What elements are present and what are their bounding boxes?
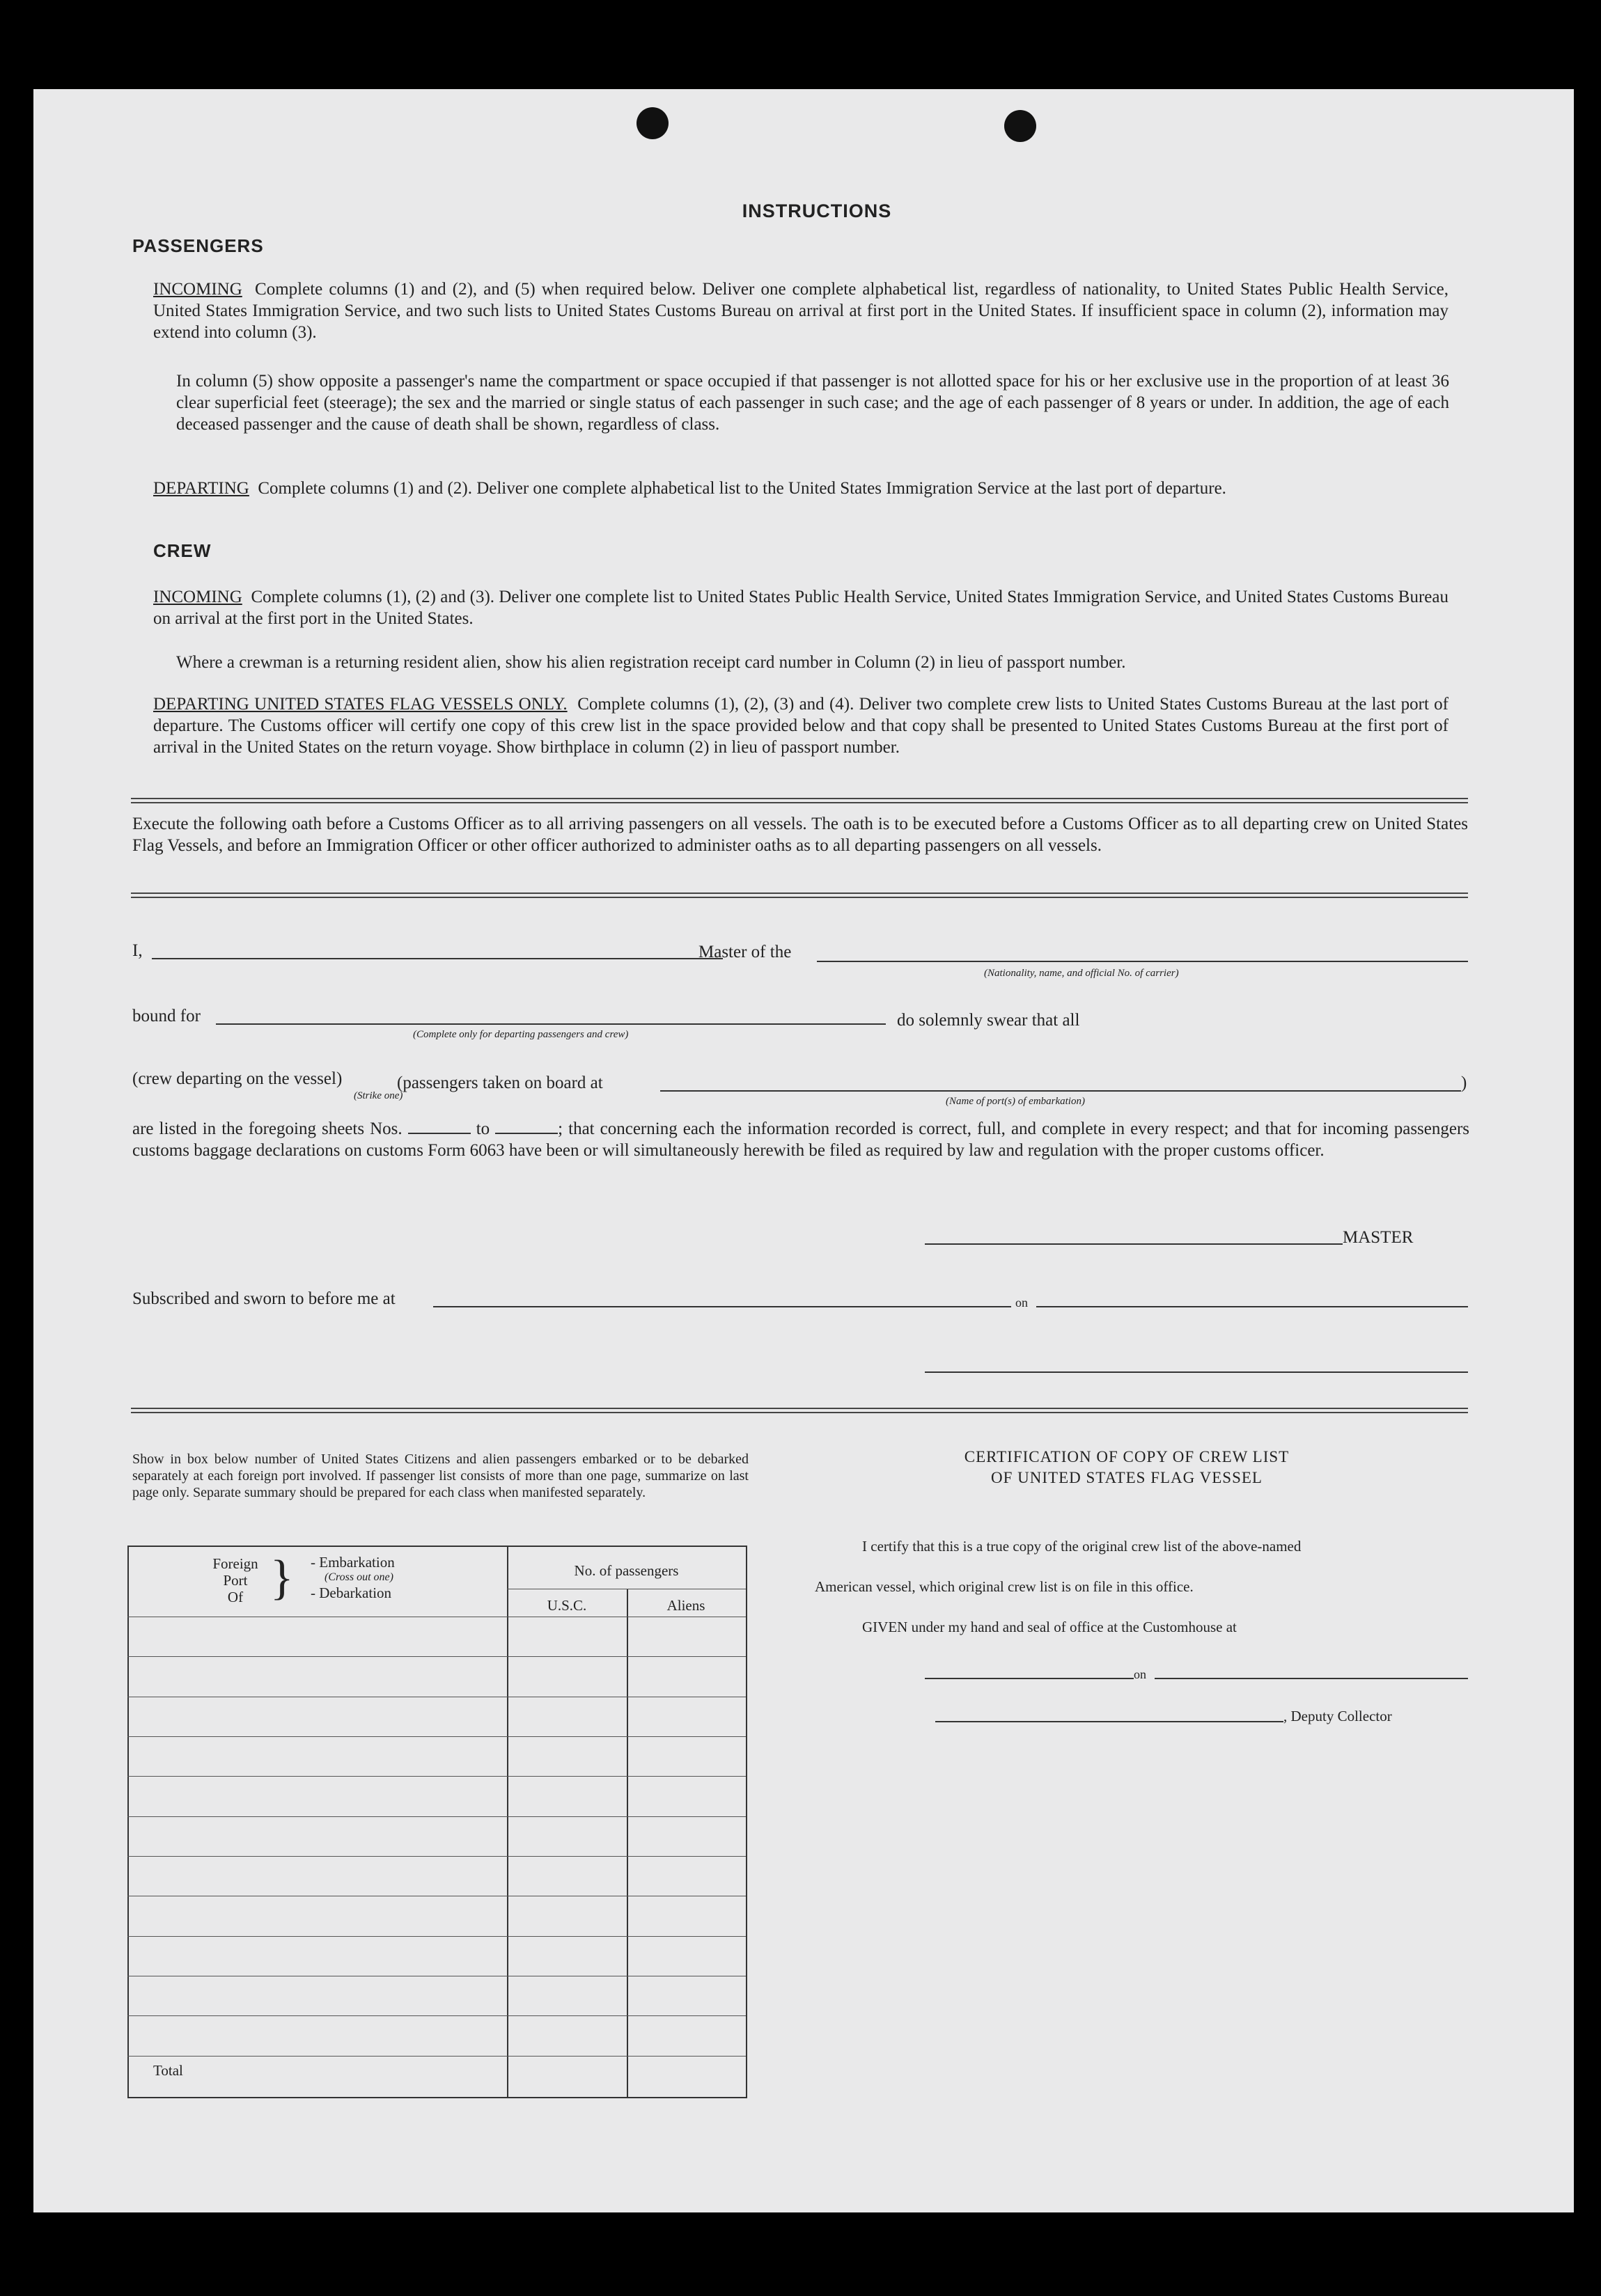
table-row-rule [127,1856,746,1857]
oath-intro: Execute the following oath before a Customs Officer as to all arriving passengers on all vessels. The oath is to be executed before a Customs Officer as to all departing crew on United States Flag Vessels, and before an Immigration Officer or other officer authorized to administer oaths as to all departing passengers on all vessels. [132,815,1468,855]
officer-signature-line[interactable] [925,1371,1468,1373]
bound-for-line[interactable] [216,1023,886,1025]
foreign-label: Foreign [212,1555,258,1572]
master-name-line[interactable] [152,958,723,959]
embarkation-port-line[interactable] [660,1090,1461,1092]
table-col-divider-1 [507,1546,508,2097]
certification-title-line2: OF UNITED STATES FLAG VESSEL [991,1469,1263,1486]
crew-incoming-text: Complete columns (1), (2) and (3). Deliver one complete list to United States Public Health Service, United States Immigration Service, and United States Customs Bureau on arrival at the first port in the United States. [153,588,1448,628]
subscribed-place-line[interactable] [433,1306,1011,1307]
crew-departing-option: (crew departing on the vessel) [132,1069,343,1088]
cross-out-caption: (Cross out one) [325,1571,393,1583]
certification-title [855,1447,1398,1488]
sheet-to-blank[interactable] [495,1133,558,1134]
column5-paragraph: In column (5) show opposite a passenger's name the compartment or space occupied if that passenger is not allotted space for his or her exclusive use in the proportion of at least 36 clear superficial feet (steerage); the sex and the married or single status of each passenger in such case; and the age of each passenger of 8 years or under. In addition, the age of each deceased passenger and the cause of death shall be shown, regardless of class. [176,372,1449,434]
crew-departing-paragraph [153,693,1448,758]
port-label: Port [223,1572,248,1589]
embarkation-option[interactable]: - Embarkation [311,1554,395,1571]
punch-hole-right [1004,110,1036,142]
strike-one-caption: (Strike one) [354,1090,403,1101]
customhouse-line[interactable] [925,1678,1134,1679]
listed-to: to [476,1119,490,1138]
american-line: American vessel, which original crew list is on file in this office. [815,1578,1194,1595]
incoming-label: INCOMING [153,280,242,299]
lower-divider [131,1408,1468,1413]
certify-line: I certify that this is a true copy of the original crew list of the above-named [862,1538,1302,1555]
departing-text: Complete columns (1) and (2). Deliver one complete alphabetical list to the United States Immigration Service at the last port of departure. [258,479,1226,498]
crew-incoming-paragraph [153,586,1448,629]
table-row-rule [127,1736,746,1737]
aliens-header: Aliens [666,1597,705,1614]
deputy-label: , Deputy Collector [1283,1708,1392,1724]
sheets-statement [132,1118,1469,1161]
cert-date-line[interactable] [1155,1678,1468,1679]
complete-only-caption: (Complete only for departing passengers and crew) [413,1029,629,1040]
table-row-rule [127,2015,746,2016]
brace-icon: } [270,1551,294,1605]
departing-label: DEPARTING [153,479,249,498]
form-page [33,89,1574,2212]
crew-heading: CREW [153,540,212,561]
sheet-from-blank[interactable] [408,1133,471,1134]
oath-divider [131,893,1468,898]
usc-header: U.S.C. [547,1597,587,1614]
nationality-caption: (Nationality, name, and official No. of carrier) [984,968,1179,979]
port-caption: (Name of port(s) of embarkation) [946,1096,1085,1107]
deputy-signature-line[interactable] [935,1721,1283,1722]
subscribed-date-line[interactable] [1036,1306,1468,1307]
passengers-departing-paragraph [153,478,1448,499]
subscribed-on-label: on [1015,1296,1028,1310]
table-row-rule [127,1816,746,1817]
embark-options [311,1554,395,1601]
table-row-rule [127,1656,746,1657]
i-label: I, [132,941,143,960]
bound-for-label: bound for [132,1007,201,1025]
crewman-paragraph: Where a crewman is a returning resident alien, show his alien registration receipt card number in Column (2) in lieu of passport number. [176,653,1126,672]
page-title: INSTRUCTIONS [742,200,892,221]
table-row-rule [127,2056,746,2057]
table-row-rule [127,1776,746,1777]
passengers-heading: PASSENGERS [132,235,264,256]
crew-incoming-label: INCOMING [153,588,242,606]
total-label: Total [153,2062,183,2079]
table-col-divider-2 [627,1589,628,2097]
incoming-text: Complete columns (1) and (2), and (5) when required below. Deliver one complete alphabetical list, regardless of nationality, to United States Public Health Service, United States Immigration Service, and two such lists to United States Customs Bureau on arrival at first port in the United States. If insufficient space in column (2), information may extend into column (3). [153,280,1449,342]
listed-a: are listed in the foregoing sheets Nos. [132,1119,403,1138]
close-paren: ) [1461,1074,1467,1092]
carrier-line[interactable] [817,961,1468,962]
passengers-taken-option: (passengers taken on board at [397,1074,603,1092]
crew-departing-label: DEPARTING UNITED STATES FLAG VESSELS ONLY. [153,695,568,714]
listed-b: ; that concerning each the information recorded is correct, full, and complete in every respect; and that for incoming passengers customs baggage declarations on customs Form 6063 have been or will simultaneously herewith be filed as required by law and regulation with the proper customs officer. [132,1119,1470,1160]
certification-title-line1: CERTIFICATION OF COPY OF CREW LIST [964,1448,1290,1465]
debarkation-option[interactable]: - Debarkation [311,1585,392,1601]
table-row-rule [127,1936,746,1937]
passengers-incoming-paragraph [153,278,1448,343]
section-divider [131,798,1468,803]
cert-on-label: on [1134,1667,1146,1681]
summary-instruction: Show in box below number of United States Citizens and alien passengers embarked or to be debarked separately at each foreign port involved. If passenger list consists of more than one page, summarize on last page only. Separate summary should be prepared for each class when manifested separately. [132,1452,749,1500]
master-of-label: Master of the [698,943,792,961]
given-line: GIVEN under my hand and seal of office at the Customhouse at [862,1619,1237,1635]
crew-departing-text: Complete columns (1), (2), (3) and (4). Deliver two complete crew lists to United States Customs Bureau at the last port of departure. The Customs officer will certify one copy of this crew list in the space provided below and that copy shall be presented to United States Customs Bureau at the first port of arrival in the United States on the return voyage. Show birthplace in column (2) in lieu of passport number. [153,695,1449,757]
master-signature-line[interactable] [925,1243,1343,1245]
punch-hole-left [637,107,669,139]
of-label: Of [227,1589,244,1605]
subscribed-label: Subscribed and sworn to before me at [132,1289,396,1308]
swear-label: do solemnly swear that all [897,1011,1080,1030]
no-of-passengers-header: No. of passengers [574,1562,679,1579]
master-label: MASTER [1343,1228,1414,1247]
foreign-port-header [201,1555,270,1605]
